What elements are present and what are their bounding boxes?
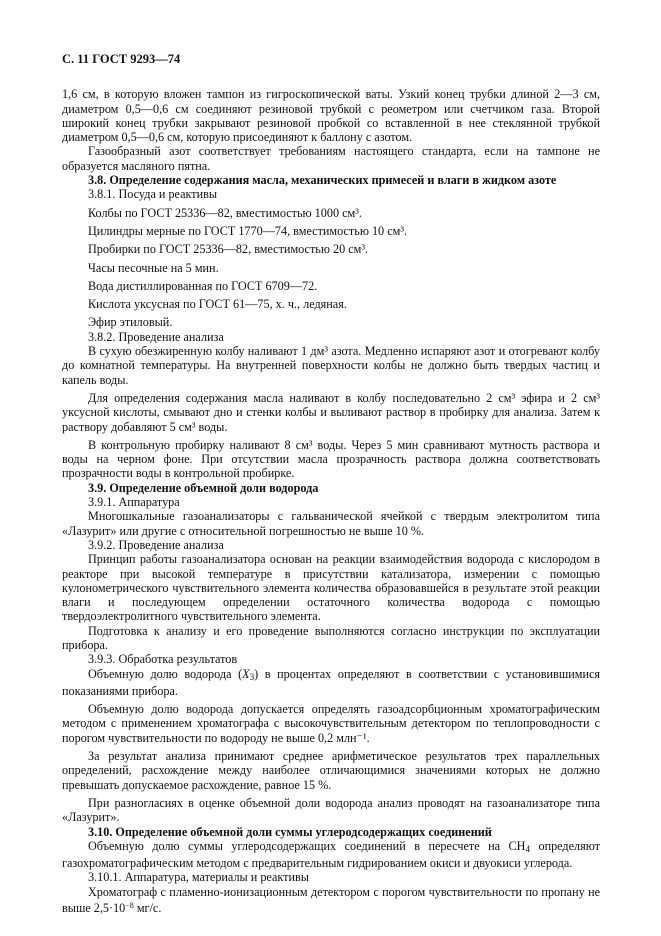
page-header: С. 11 ГОСТ 9293—74 [62, 52, 181, 66]
paragraph: 1,6 см, в которую вложен тампон из гигроскопической ваты. Узкий конец трубки длиной 2—3 см, диаметром 0,5—0,6 см соединяют резиновой трубкой с реометром или счетчиком газа. Второй широкий конец трубки закрывают резиновой пробкой со вставленной в нее стеклянной трубкой диаметром 0,5—0,6 см, которую присоединяют к баллону с азотом. [62, 87, 600, 145]
list-item: Вода дистиллированная по ГОСТ 6709—72. [88, 278, 318, 293]
formula-superscript: −8 [125, 901, 134, 911]
list-item: Часы песочные на 5 мин. [88, 260, 219, 275]
formula-variable: X [242, 666, 250, 681]
formula-subscript: 4 [525, 843, 530, 854]
list-item: Эфир этиловый. [88, 315, 173, 330]
section-heading-3-10: 3.10. Определение объемной доли суммы углеродсодержащих соединений [88, 824, 492, 839]
subsection-heading-3-9-1: 3.9.1. Аппаратура [88, 495, 180, 510]
paragraph [62, 839, 600, 871]
section-heading-3-9: 3.9. Определение объемной доли водорода [88, 480, 319, 495]
subsection-heading-3-9-3: 3.9.3. Обработка результатов [88, 652, 238, 667]
text-run: мг/с. [133, 901, 162, 916]
paragraph [62, 667, 600, 699]
paragraph: В контрольную пробирку наливают 8 см³ воды. Через 5 мин сравнивают мутность раствора и воды на черном фоне. При отсутствии масла прозрачность раствора должна соответствовать прозрачности воды в контрольной пробирке. [62, 437, 600, 481]
paragraph: При разногласиях в оценке объемной доли водорода анализ проводят на газоанализаторе типа «Лазурит». [62, 795, 600, 825]
subsection-heading-3-8-1: 3.8.1. Посуда и реактивы [88, 187, 218, 202]
list-item: Кислота уксусная по ГОСТ 61—75, х. ч., ледяная. [88, 297, 347, 312]
subsection-heading-3-10-1: 3.10.1. Аппаратура, материалы и реактивы [88, 870, 309, 885]
paragraph: В сухую обезжиренную колбу наливают 1 дм³ азота. Медленно испаряют азот и отогревают колбу до комнатной температуры. На внутренней поверхности колбы не должно быть твердых частиц и капель воды. [62, 344, 600, 387]
list-item: Пробирки по ГОСТ 25336—82, вместимостью 20 см³. [88, 242, 369, 257]
text-run: Хроматограф с пламенно-ионизационным детектором с порогом чувствительности по пропану не выше 2,5·10 [62, 884, 600, 916]
text-run: ) в процентах определяют в соответствии с установившимися показаниями прибора. [62, 666, 600, 698]
document-page [62, 52, 600, 915]
text-run: Объемную долю водорода ( [88, 666, 243, 681]
paragraph: За результат анализа принимают среднее арифметическое результатов трех параллельных определений, расхождение между наиболее отличающимися значениями которых не должно превышать допускаемое расхождение, равное 15 %. [62, 749, 600, 792]
text-run: Объемную долю суммы углеродсодержащих соединений в пересчете на CH [88, 838, 526, 853]
paragraph: Объемную долю водорода допускается определять газоадсорбционным хроматографическим методом с применением хроматографа с высокочувствительным детектором по теплопроводности с порогом чувствительности по водороду не выше 0,2 млн⁻¹. [62, 702, 600, 745]
paragraph: Подготовка к анализу и его проведение выполняются согласно инструкции по эксплуатации прибора. [62, 623, 600, 652]
paragraph: Для определения содержания масла наливают в колбу последовательно 2 см³ эфира и 2 см³ уксусной кислоты, смывают дно и стенки колбы и выливают раствор в пробирку для анализа. Затем к раствору добавляют 5 см³ воды. [62, 390, 600, 434]
subsection-heading-3-8-2: 3.8.2. Проведение анализа [88, 329, 224, 344]
section-heading-3-8: 3.8. Определение содержания масла, механических примесей и влаги в жидком азоте [88, 173, 557, 188]
paragraph [62, 885, 600, 916]
paragraph: Газообразный азот соответствует требованиям настоящего стандарта, если на тампоне не образуется масляного пятна. [62, 144, 600, 173]
list-item: Колбы по ГОСТ 25336—82, вместимостью 1000 см³. [88, 205, 362, 220]
formula-subscript: 3 [249, 671, 255, 682]
list-item: Цилиндры мерные по ГОСТ 1770—74, вместимостью 10 см³. [88, 223, 408, 238]
paragraph: Принцип работы газоанализатора основан на реакции взаимодействия водорода с кислородом в реакторе при высокой температуре в присутствии катализатора, измерении с помощью кулонометрического чувствительного элемента количества образовавшейся в результате этой реакции влаги и последующем определении остаточного количества водорода с помощью твердоэлектролитного чувствительного элемента. [62, 552, 600, 624]
subsection-heading-3-9-2: 3.9.2. Проведение анализа [88, 537, 224, 552]
text-run: определяют газохроматографическим методом с предварительным гидрированием окиси и двуокиси углерода. [62, 838, 601, 871]
paragraph: Многошкальные газоанализаторы с гальванической ячейкой с твердым электролитом типа «Лазурит» или другие с относительной погрешностью не выше 10 %. [62, 509, 600, 538]
